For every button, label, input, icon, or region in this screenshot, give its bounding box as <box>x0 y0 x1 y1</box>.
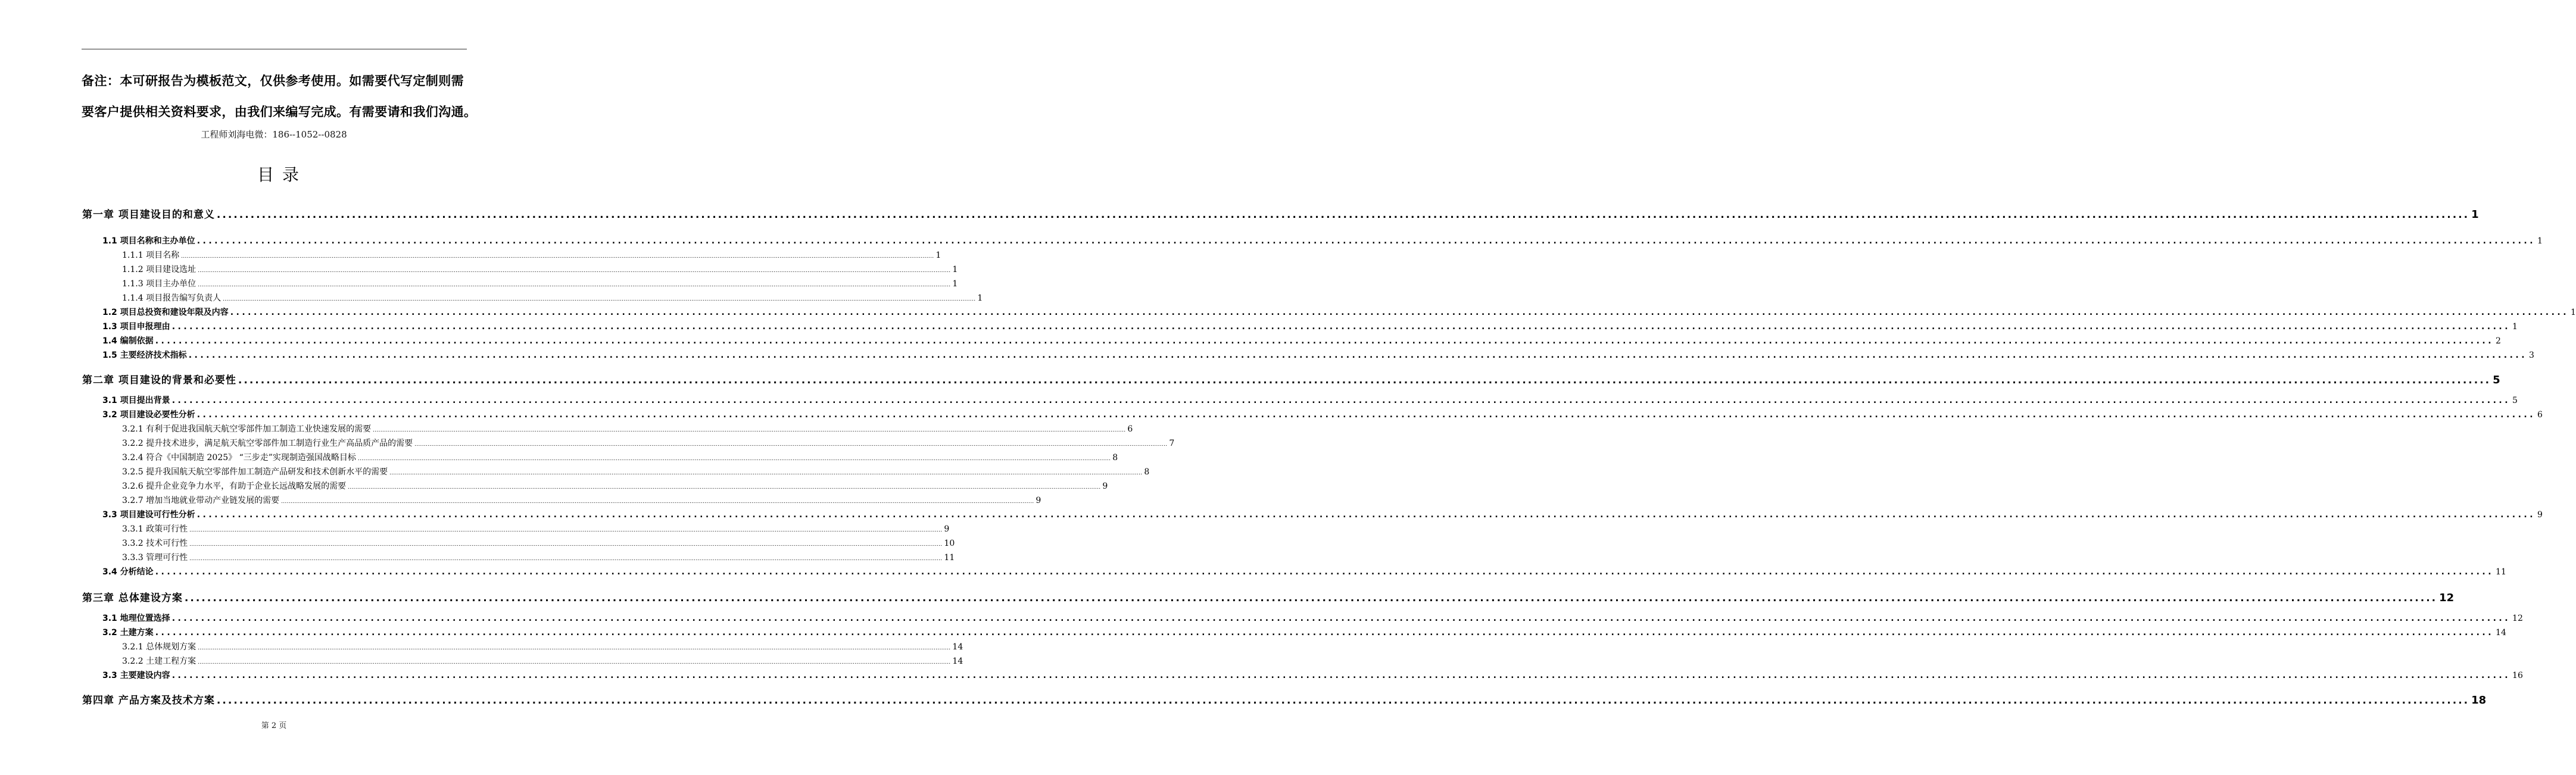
toc-entry-page: 18 <box>2471 694 2487 707</box>
toc-entry-level-3[interactable] <box>122 465 1150 477</box>
toc-entry-level-2[interactable] <box>102 626 2506 638</box>
toc-entry-title: 3.2.7 增加当地就业带动产业链发展的需要 <box>122 496 280 505</box>
toc-entry-page: 9 <box>2537 510 2543 520</box>
toc-dot-leader: ................................................................................................................................................................................................................................................................................................................................................................................................................ <box>155 336 2494 346</box>
toc-entry-level-3[interactable] <box>122 277 958 289</box>
toc-entry-page: 1 <box>2471 208 2479 221</box>
toc-entry-title: 3.1 地理位置选择 <box>102 614 170 623</box>
toc-dot-leader: ................................................................................................................................................................................................................................................................................................................................................................................................................ <box>171 614 2511 623</box>
toc-entry-level-2[interactable] <box>102 612 2523 624</box>
toc-dot-leader: ................................................................................................................................................................................................................................................................................................................................................................................................................ <box>184 592 2438 604</box>
toc-dot-leader: ................................................................................................................................................................................................................................................................................................................................................................................................................ <box>216 695 2470 707</box>
toc-dot-leader: ................................................................................................................................................................................................................................................................................................................................................................................................................ <box>171 671 2511 680</box>
toc-entry-level-3[interactable] <box>122 523 950 535</box>
toc-entry-page: 9 <box>1102 482 1108 491</box>
toc-dot-leader: ................................................................................................................................................................................................................................................................................................................................................................................................................ <box>373 427 1126 433</box>
toc-entry-title: 3.2.2 提升技术进步，满足航天航空零部件加工制造行业生产高品质产品的需要 <box>122 439 413 448</box>
toc-dot-leader: ................................................................................................................................................................................................................................................................................................................................................................................................................ <box>189 542 943 548</box>
toc-entry-title: 1.3 项目申报理由 <box>102 322 170 332</box>
toc-entry-page: 8 <box>1112 453 1118 462</box>
toc-entry-page: 7 <box>1169 439 1175 448</box>
toc-entry-title: 3.2.6 提升企业竞争力水平，有助于企业长远战略发展的需要 <box>122 482 347 491</box>
toc-entry-page: 12 <box>2512 614 2523 623</box>
toc-entry-level-3[interactable] <box>122 423 1133 435</box>
toc-entry-title: 1.1 项目名称和主办单位 <box>102 236 195 246</box>
toc-dot-leader: ................................................................................................................................................................................................................................................................................................................................................................................................................ <box>357 456 1111 462</box>
toc-entry-level-3[interactable] <box>122 263 958 275</box>
toc-entry-title: 1.1.4 项目报告编写负责人 <box>122 293 222 303</box>
toc-dot-leader: ................................................................................................................................................................................................................................................................................................................................................................................................................ <box>281 499 1034 505</box>
toc-entry-page: 10 <box>944 539 955 548</box>
toc-entry-level-2[interactable] <box>102 408 2543 420</box>
toc-entry-title: 3.2.5 提升我国航天航空零部件加工制造产品研发和技术创新水平的需要 <box>122 467 388 477</box>
toc-entry-level-2[interactable] <box>102 508 2543 520</box>
toc-entry-title: 3.4 分析结论 <box>102 567 154 577</box>
toc-entry-level-2[interactable] <box>102 669 2523 681</box>
toc-entry-title: 3.2.4 符合《中国制造 2025》 “三步走”实现制造强国战略目标 <box>122 453 356 462</box>
note-line-2: 要客户提供相关资料要求，由我们来编写完成。有需要请和我们沟通。 <box>82 105 477 119</box>
toc-entry-level-1[interactable] <box>82 692 2487 707</box>
toc-dot-leader: ................................................................................................................................................................................................................................................................................................................................................................................................................ <box>230 308 2569 317</box>
toc-entry-page: 3 <box>2529 351 2534 360</box>
toc-dot-leader: ................................................................................................................................................................................................................................................................................................................................................................................................................ <box>155 567 2494 577</box>
toc-dot-leader: ................................................................................................................................................................................................................................................................................................................................................................................................................ <box>189 527 943 533</box>
toc-entry-level-3[interactable] <box>122 494 1041 506</box>
page-footer: 第 2 页 <box>261 721 287 730</box>
toc-dot-leader: ................................................................................................................................................................................................................................................................................................................................................................................................................ <box>189 556 943 562</box>
toc-entry-page: 11 <box>944 553 955 562</box>
toc-dot-leader: ................................................................................................................................................................................................................................................................................................................................................................................................................ <box>414 442 1168 448</box>
toc-entry-title: 1.2 项目总投资和建设年限及内容 <box>102 308 229 317</box>
toc-entry-title: 3.2 项目建设必要性分析 <box>102 410 195 420</box>
toc-entry-page: 1 <box>952 265 958 274</box>
toc-entry-level-3[interactable] <box>122 537 955 549</box>
toc-entry-level-1[interactable] <box>82 206 2479 221</box>
toc-entry-page: 2 <box>2496 336 2501 346</box>
toc-entry-title: 3.2 土建方案 <box>102 628 154 638</box>
toc-entry-page: 9 <box>1036 496 1041 505</box>
toc-entry-level-2[interactable] <box>102 306 2576 318</box>
toc-entry-page: 6 <box>1127 424 1133 434</box>
toc-dot-leader: ................................................................................................................................................................................................................................................................................................................................................................................................................ <box>216 209 2470 221</box>
toc-entry-level-2[interactable] <box>102 349 2534 361</box>
toc-entry-title: 3.3 项目建设可行性分析 <box>102 510 195 520</box>
toc-entry-title: 3.2.2 土建工程方案 <box>122 657 197 666</box>
toc-dot-leader: ................................................................................................................................................................................................................................................................................................................................................................................................................ <box>171 322 2511 332</box>
toc-dot-leader: ................................................................................................................................................................................................................................................................................................................................................................................................................ <box>197 410 2536 420</box>
toc-entry-title: 第一章 项目建设目的和意义 <box>82 209 215 221</box>
toc-dot-leader: ................................................................................................................................................................................................................................................................................................................................................................................................................ <box>223 296 976 302</box>
toc-dot-leader: ................................................................................................................................................................................................................................................................................................................................................................................................................ <box>181 254 934 260</box>
toc-entry-page: 12 <box>2439 592 2455 604</box>
toc-entry-page: 14 <box>952 657 963 666</box>
toc-entry-page: 14 <box>2496 628 2506 638</box>
toc-entry-title: 1.1.2 项目建设选址 <box>122 265 197 274</box>
toc-dot-leader: ................................................................................................................................................................................................................................................................................................................................................................................................................ <box>238 374 2491 386</box>
toc-entry-title: 1.1.1 项目名称 <box>122 251 180 260</box>
toc-entry-page: 6 <box>2537 410 2543 420</box>
toc-entry-title: 1.5 主要经济技术指标 <box>102 351 187 360</box>
toc-entry-level-2[interactable] <box>102 235 2543 246</box>
toc-entry-title: 3.2.1 有利于促进我国航天航空零部件加工制造工业快速发展的需要 <box>122 424 372 434</box>
toc-entry-page: 1 <box>2537 236 2543 246</box>
toc-dot-leader: ................................................................................................................................................................................................................................................................................................................................................................................................................ <box>171 396 2511 405</box>
toc-entry-level-3[interactable] <box>122 249 941 261</box>
toc-entry-level-3[interactable] <box>122 292 983 304</box>
toc-entry-title: 第四章 产品方案及技术方案 <box>82 695 215 707</box>
toc-entry-page: 1 <box>977 293 983 303</box>
toc-entry-page: 14 <box>952 642 963 652</box>
toc-dot-leader: ................................................................................................................................................................................................................................................................................................................................................................................................................ <box>188 351 2528 360</box>
toc-title: 目录 <box>257 165 307 185</box>
toc-dot-leader: ................................................................................................................................................................................................................................................................................................................................................................................................................ <box>197 510 2536 520</box>
toc-entry-level-3[interactable] <box>122 437 1175 449</box>
toc-entry-level-3[interactable] <box>122 451 1118 463</box>
toc-entry-page: 1 <box>952 279 958 289</box>
toc-entry-page: 11 <box>2496 567 2506 577</box>
toc-entry-page: 9 <box>944 524 950 534</box>
toc-entry-level-1[interactable] <box>82 371 2500 386</box>
toc-dot-leader: ................................................................................................................................................................................................................................................................................................................................................................................................................ <box>197 236 2536 246</box>
toc-dot-leader: ................................................................................................................................................................................................................................................................................................................................................................................................................ <box>155 628 2494 638</box>
toc-entry-level-3[interactable] <box>122 551 955 563</box>
toc-entry-page: 1 <box>2571 308 2576 317</box>
toc-entry-title: 3.1 项目提出背景 <box>102 396 170 405</box>
toc-entry-page: 1 <box>2512 322 2518 332</box>
toc-entry-level-3[interactable] <box>122 655 963 667</box>
toc-entry-title: 3.3.1 政策可行性 <box>122 524 188 534</box>
toc-entry-title: 第二章 项目建设的背景和必要性 <box>82 374 236 386</box>
toc-entry-title: 1.1.3 项目主办单位 <box>122 279 197 289</box>
toc-entry-title: 3.3 主要建设内容 <box>102 671 170 680</box>
toc-entry-page: 16 <box>2512 671 2523 680</box>
toc-entry-level-2[interactable] <box>102 320 2518 332</box>
note-line-1: 备注：本可研报告为模板范文，仅供参考使用。如需要代写定制则需 <box>82 74 464 88</box>
toc-dot-leader: ................................................................................................................................................................................................................................................................................................................................................................................................................ <box>348 485 1101 490</box>
toc-entry-title: 第三章 总体建设方案 <box>82 592 183 604</box>
toc-entry-title: 3.3.2 技术可行性 <box>122 539 188 548</box>
toc-entry-level-2[interactable] <box>102 394 2518 406</box>
toc-entry-level-3[interactable] <box>122 640 963 652</box>
toc-dot-leader: ................................................................................................................................................................................................................................................................................................................................................................................................................ <box>389 470 1143 476</box>
contact-info: 工程师刘海电微：186--1052--0828 <box>201 129 347 140</box>
toc-dot-leader: ................................................................................................................................................................................................................................................................................................................................................................................................................ <box>198 268 951 274</box>
toc-entry-title: 3.3.3 管理可行性 <box>122 553 188 562</box>
toc-entry-level-2[interactable] <box>102 565 2506 577</box>
toc-entry-page: 5 <box>2512 396 2518 405</box>
toc-entry-level-2[interactable] <box>102 335 2501 346</box>
toc-entry-level-1[interactable] <box>82 589 2455 604</box>
toc-entry-title: 1.4 编制依据 <box>102 336 154 346</box>
toc-entry-page: 5 <box>2493 374 2500 386</box>
toc-dot-leader: ................................................................................................................................................................................................................................................................................................................................................................................................................ <box>198 282 951 288</box>
toc-dot-leader: ................................................................................................................................................................................................................................................................................................................................................................................................................ <box>198 660 951 665</box>
toc-entry-page: 1 <box>935 251 941 260</box>
toc-dot-leader: ................................................................................................................................................................................................................................................................................................................................................................................................................ <box>198 645 951 651</box>
toc-entry-title: 3.2.1 总体规划方案 <box>122 642 197 652</box>
toc-entry-page: 8 <box>1144 467 1150 477</box>
toc-entry-level-3[interactable] <box>122 480 1108 492</box>
